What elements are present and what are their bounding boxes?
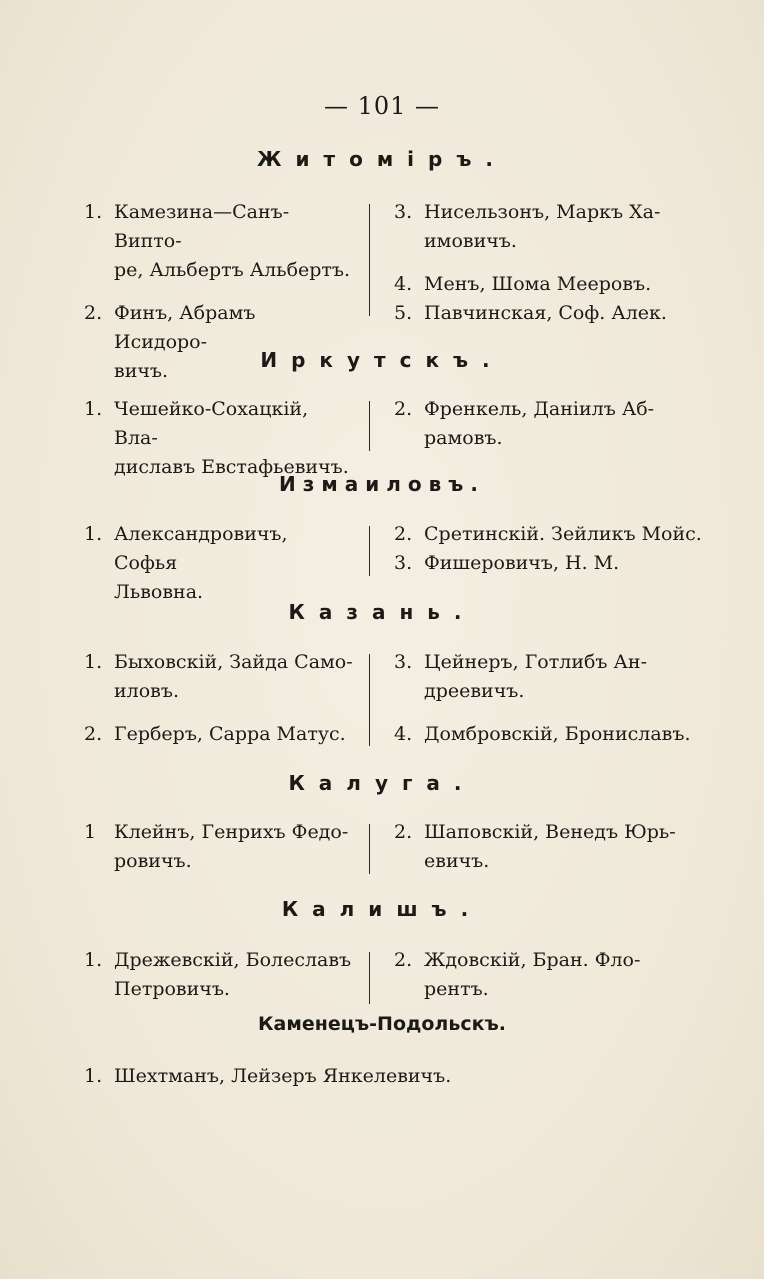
list-item: 2. Ждовскiй, Бран. Фло- рентъ.	[394, 949, 641, 1000]
right-column	[394, 648, 691, 749]
list-item: 2. Герберъ, Сарра Матус.	[84, 723, 346, 745]
section-kalish	[84, 946, 684, 1006]
column-divider	[369, 952, 370, 1004]
right-column	[394, 198, 684, 328]
section-kazan	[84, 648, 691, 748]
right-column	[394, 395, 684, 453]
page-number: — 101 —	[323, 92, 441, 120]
list-item: 5. Павчинская, Соф. Алек.	[394, 302, 667, 324]
column-divider	[369, 654, 370, 746]
list-item: 3. Фишеровичъ, Н. М.	[394, 552, 620, 574]
left-column	[84, 520, 354, 607]
city-heading-kamenets-podolsk: Каменецъ-Подольскъ.	[258, 1013, 506, 1035]
list-item: 1 Клейнъ, Генрихъ Федо- ровичъ.	[84, 821, 349, 872]
city-heading-irkutsk: Иркутскъ.	[260, 348, 504, 372]
list-item: 2. Сретинскiй. Зейликъ Мойс.	[394, 523, 702, 545]
city-heading-kazan: Казань.	[288, 600, 476, 624]
left-column	[84, 648, 354, 749]
list-item: 1. Чешейко-Сохацкiй, Вла- диславъ Евстафьевичъ.	[84, 398, 349, 478]
list-item: 1. Шехтманъ, Лейзеръ Янкелевичъ.	[84, 1065, 452, 1087]
left-column	[84, 946, 354, 1004]
list-item: 1. Дрежевскiй, Болеславъ Петровичъ.	[84, 949, 352, 1000]
city-heading-zhitomir: Житомiръ.	[257, 147, 507, 171]
left-column	[84, 818, 354, 876]
list-item: 4. Домбровскiй, Брониславъ.	[394, 723, 691, 745]
list-item: 1. Александровичъ, Софья Львовна.	[84, 523, 288, 603]
column-divider	[369, 401, 370, 451]
list-item: 1. Камезина—Санъ-Випто- ре, Альбертъ Альбертъ.	[84, 201, 351, 281]
right-column	[394, 818, 684, 876]
left-column	[84, 395, 354, 482]
list-item: 3. Нисельзонъ, Маркъ Ха- имовичъ.	[394, 201, 661, 252]
section-kaluga	[84, 818, 684, 878]
city-heading-kalish: Калишъ.	[281, 897, 483, 921]
list-item: 2. Френкель, Данiилъ Аб- рамовъ.	[394, 398, 655, 449]
city-heading-izmailov: Измаиловъ.	[279, 472, 485, 496]
list-item: 4. Менъ, Шома Мееровъ.	[394, 273, 652, 295]
city-heading-kaluga: Калуга.	[288, 771, 476, 795]
right-column	[394, 946, 684, 1004]
column-divider	[369, 204, 370, 316]
list-item: 3. Цейнеръ, Готлибъ Ан- дреевичъ.	[394, 651, 648, 702]
right-column	[394, 520, 702, 578]
column-divider	[369, 526, 370, 576]
section-irkutsk	[84, 395, 684, 478]
list-item: 2. Шаповскiй, Венедъ Юрь- евичъ.	[394, 821, 676, 872]
list-item: 1. Быховскiй, Зайда Само- иловъ.	[84, 651, 353, 702]
list-item: 2. Финъ, Абрамъ Исидоро- вичъ.	[84, 302, 256, 382]
column-divider	[369, 824, 370, 874]
section-izmailov	[84, 520, 702, 603]
